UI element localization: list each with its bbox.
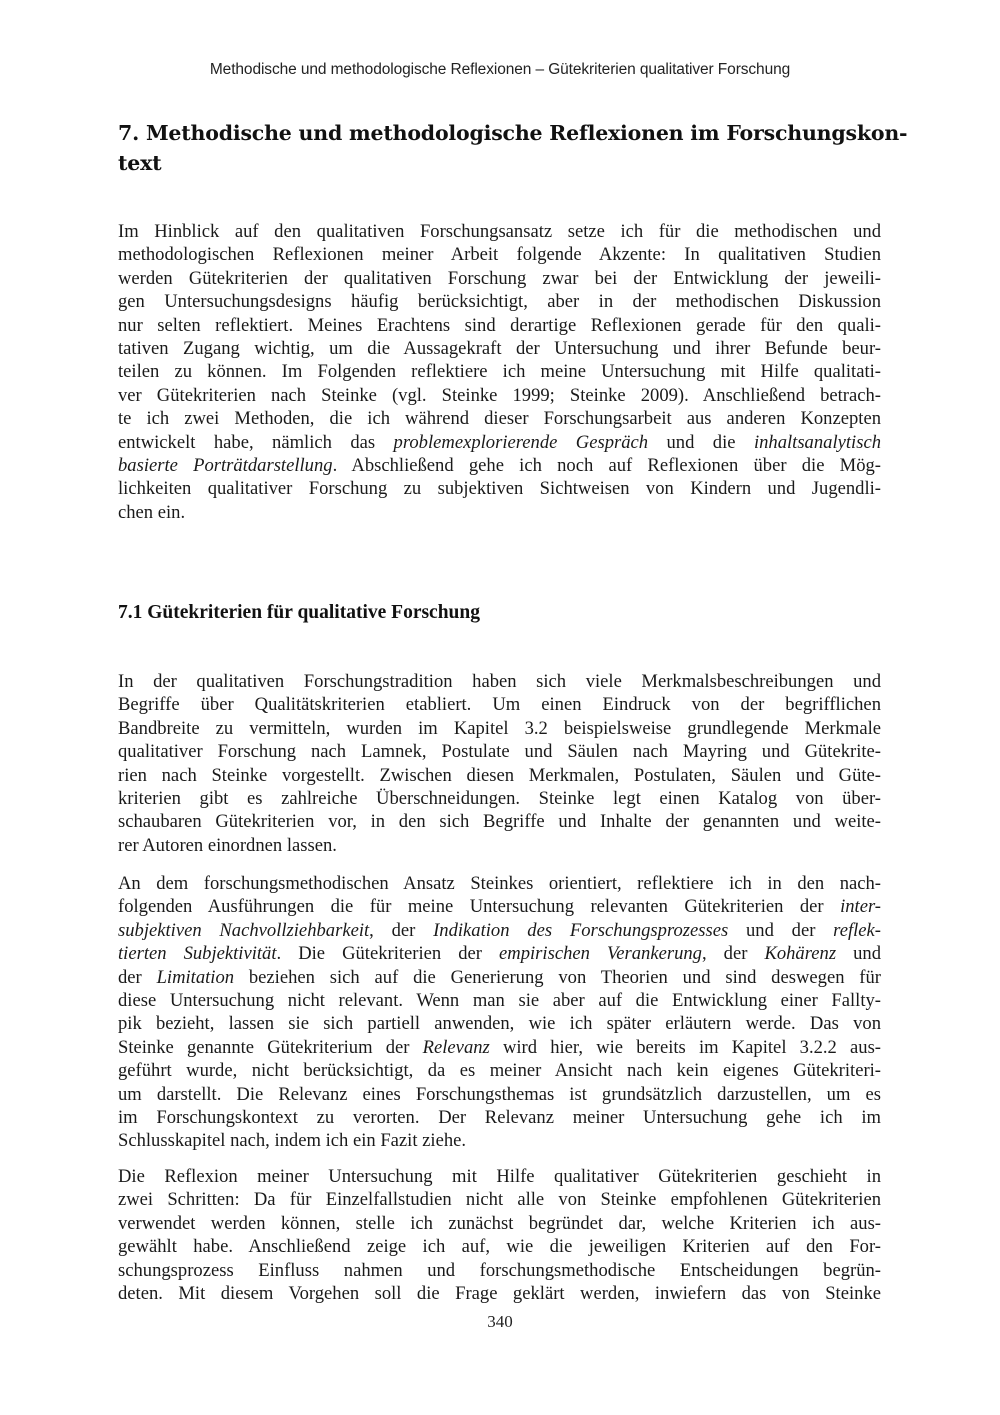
text-line: kriterien gibt es zahlreiche Überschneidungen. Steinke legt einen Katalog von über- (118, 787, 881, 809)
section-paragraph-2 (118, 872, 881, 1153)
text-line: Die Reflexion meiner Untersuchung mit Hilfe qualitativer Gütekriterien geschieht in (118, 1166, 881, 1187)
text-line: rer Autoren einordnen lassen. (118, 834, 337, 856)
emphasis-term: inhaltsanalytisch (753, 431, 881, 453)
text-line: pik bezieht, lassen sie sich partiell anwenden, wie ich später erläutern werde. Das von (118, 1013, 881, 1035)
text-line: Schlusskapitel nach, indem ich ein Fazit ziehe. (118, 1130, 467, 1152)
text-line: nur selten reflektiert. Meines Erachtens sind derartige Reflexionen gerade für den quali- (118, 314, 881, 336)
text-line: Im Hinblick auf den qualitativen Forschungsansatz setze ich für die methodischen und (118, 221, 881, 242)
text-run: . Die Gütekriterien der (276, 943, 500, 965)
emphasis-term: basierte Porträtdarstellung (118, 454, 333, 476)
text-line (118, 1036, 881, 1059)
emphasis-term: Limitation (156, 966, 235, 988)
text-run: Steinke genannte Gütekriterium der (118, 1036, 423, 1058)
text-line: tativen Zugang wichtig, um die Aussagekraft der Untersuchung und ihrer Befunde beur- (118, 337, 881, 359)
text-line: deten. Mit diesem Vorgehen soll die Frage geklärt werden, inwiefern das von Steinke (118, 1282, 881, 1304)
text-line: te ich zwei Methoden, die ich während dieser Forschungsarbeit aus anderen Konzepten (118, 408, 881, 430)
text-line (118, 966, 881, 989)
page-number: 340 (487, 1312, 513, 1331)
text-run: und der (728, 919, 834, 941)
text-run: , der (369, 919, 434, 941)
text-line: qualitativer Forschung nach Lamnek, Postulate und Säulen nach Mayring und Gütekrite- (118, 741, 881, 763)
text-line (118, 895, 881, 918)
text-line: In der qualitativen Forschungstradition haben sich viele Merkmalsbeschreibungen und (118, 671, 881, 692)
text-line: chen ein. (118, 501, 186, 523)
chapter-title (118, 118, 908, 178)
text-line: gewählt habe. Anschließend zeige ich auf, wie die jeweiligen Kriterien auf den For- (118, 1236, 881, 1258)
text-run: . Abschließend gehe ich noch auf Reflexionen über die Mög- (332, 454, 881, 476)
text-line: An dem forschungsmethodischen Ansatz Steinkes orientiert, reflektiere ich in den nach- (118, 873, 881, 894)
text-line: gen Untersuchungsdesigns häufig berücksichtigt, aber in der methodischen Diskussion (118, 291, 881, 313)
text-run: und (836, 943, 881, 965)
text-line: im Forschungskontext zu verorten. Der Relevanz meiner Untersuchung gehe ich im (118, 1106, 881, 1128)
text-line: diese Untersuchung nicht relevant. Wenn man sie aber auf die Entwicklung einer Fallty- (118, 989, 881, 1011)
text-line: lichkeiten qualitativer Forschung zu subjektiven Sichtweisen von Kindern und Jugendli- (118, 478, 881, 500)
section-paragraph-3 (118, 1165, 881, 1305)
text-run: wird hier, wie bereits im Kapitel 3.2.2 aus- (489, 1036, 881, 1058)
text-line (118, 919, 881, 942)
section-title: 7.1 Gütekriterien für qualitative Forschung (118, 602, 480, 623)
text-line: rien nach Steinke vorgestellt. Zwischen diesen Merkmalen, Postulaten, Säulen und Güte- (118, 764, 881, 786)
text-line: Bandbreite zu vermitteln, wurden im Kapitel 3.2 beispielsweise grundlegende Merkmale (118, 717, 881, 739)
text-run: und die (648, 431, 754, 453)
chapter-title-line: text (118, 151, 162, 175)
emphasis-term: tierten Subjektivität (118, 943, 277, 965)
emphasis-term: inter- (840, 896, 881, 918)
text-line (118, 454, 881, 477)
emphasis-term: problemexplorierende Gespräch (393, 431, 649, 453)
text-line: um darstellt. Die Relevanz eines Forschungsthemas ist grundsätzlich darzustellen, um es (118, 1083, 881, 1105)
text-line (118, 942, 881, 965)
text-line: werden Gütekriterien der qualitativen Forschung zwar bei der Entwicklung der jeweili- (118, 267, 881, 289)
text-line (118, 431, 881, 454)
emphasis-term: Indikation des Forschungsprozesses (433, 919, 729, 941)
intro-paragraph (118, 220, 881, 524)
text-line: schungsprozess Einfluss nahmen und forschungsmethodische Entscheidungen begrün- (118, 1259, 881, 1281)
emphasis-term: Relevanz (422, 1036, 490, 1058)
emphasis-term: subjektiven Nachvollziehbarkeit (118, 919, 370, 941)
text-run: entwickelt habe, nämlich das (118, 431, 394, 453)
text-line: zwei Schritten: Da für Einzelfallstudien nicht alle von Steinke empfohlenen Gütekriterien (118, 1189, 881, 1211)
text-run: , der (701, 943, 765, 965)
text-line: schaubaren Gütekriterien vor, in den sich Begriffe und Inhalte der genannten und weite- (118, 811, 881, 833)
text-line: teilen zu können. Im Folgenden reflektiere ich meine Untersuchung mit Hilfe qualitati- (118, 361, 881, 383)
text-run: beziehen sich auf die Generierung von Theorien und sind deswegen für (234, 966, 881, 988)
text-line: Begriffe über Qualitätskriterien etabliert. Um einen Eindruck von der begrifflichen (118, 694, 881, 716)
chapter-title-line: 7. Methodische und methodologische Reflexionen im Forschungskon- (118, 121, 908, 145)
emphasis-term: Kohärenz (764, 943, 837, 965)
text-line: verwendet werden können, stelle ich zunächst begründet dar, welche Kriterien ich aus- (118, 1212, 881, 1234)
text-line: ver Gütekriterien nach Steinke (vgl. Steinke 1999; Steinke 2009). Anschließend betrach- (118, 384, 881, 406)
emphasis-term: empirischen Verankerung (499, 943, 702, 965)
text-line: methodologischen Reflexionen meiner Arbeit folgende Akzente: In qualitativen Studien (118, 244, 881, 266)
text-line: geführt wurde, nicht berücksichtigt, da es meiner Ansicht nach kein eigenes Gütekriteri- (118, 1060, 881, 1082)
text-run: folgenden Ausführungen die für meine Untersuchung relevanten Gütekriterien der (118, 896, 841, 918)
text-run: der (118, 966, 157, 988)
emphasis-term: reflek- (833, 919, 881, 941)
running-header: Methodische und methodologische Reflexionen – Gütekriterien qualitativer Forschung (209, 61, 791, 78)
section-paragraph-1 (118, 670, 881, 857)
